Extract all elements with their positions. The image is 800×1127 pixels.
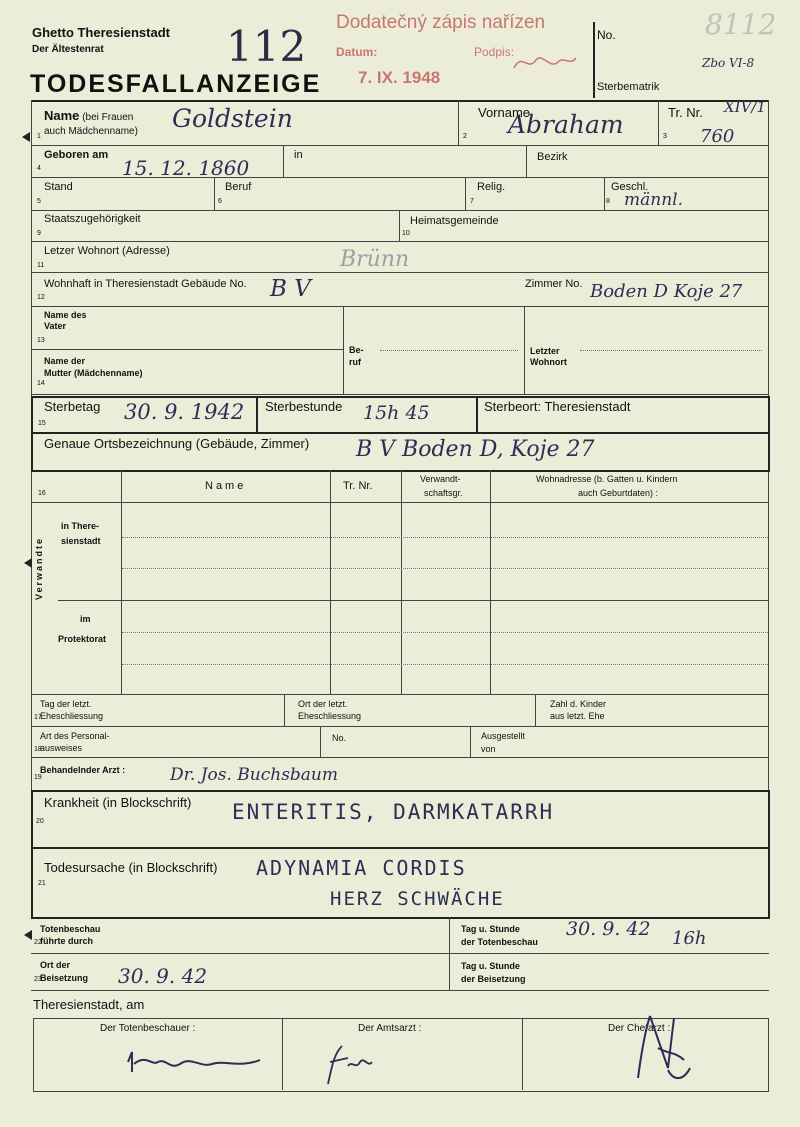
signature-chefarzt — [628, 1008, 698, 1088]
ehe-ort-label: Ort der letzt. — [298, 699, 348, 709]
field-number: 4 — [37, 165, 41, 172]
field-number: 5 — [37, 198, 41, 205]
tag-beis-label-2: der Beisetzung — [461, 974, 526, 984]
row-line — [31, 349, 344, 350]
divider — [214, 177, 215, 210]
arzt-value: Dr. Jos. Buchsbaum — [170, 765, 338, 785]
divider — [399, 210, 400, 241]
divider — [658, 100, 659, 145]
ausg-label-2: von — [481, 744, 496, 754]
dotted-line — [380, 350, 518, 351]
field-number: 23 — [34, 976, 42, 983]
geschl-label: Geschl. — [611, 181, 649, 193]
row-line — [31, 272, 769, 273]
geboren-value: 15. 12. 1860 — [122, 156, 250, 180]
wohnort-label: Letzer Wohnort (Adresse) — [44, 245, 170, 257]
row-line — [58, 600, 768, 601]
ursache-label: Todesursache (in Blockschrift) — [44, 860, 218, 875]
totenbeschau-label: Totenbeschau — [40, 924, 101, 934]
vater-label: Name des — [44, 310, 87, 320]
beruf-label: Beruf — [225, 181, 252, 193]
field-number: 20 — [36, 818, 44, 825]
relig-label: Relig. — [477, 181, 506, 193]
no-label: No. — [597, 28, 616, 42]
sterbestunde-value: 15h 45 — [363, 402, 430, 424]
pers-no-label: No. — [332, 733, 347, 743]
field-number: 18 — [34, 746, 42, 753]
org-line1: Ghetto Theresienstadt — [32, 25, 170, 40]
ehe-tag-label-2: Eheschliessung — [40, 711, 104, 721]
zimmer-value: Boden D Koje 27 — [590, 281, 743, 302]
heimat-label: Heimatsgemeinde — [410, 215, 499, 227]
tag-toten-label: Tag u. Stunde — [461, 924, 520, 934]
divider — [449, 953, 450, 990]
header-divider — [593, 22, 595, 98]
trnr-value-transport: XIV/1 — [724, 98, 767, 116]
sterbematrik-label: Sterbematrik — [597, 81, 660, 93]
ortsbez-value: B V Boden D, Koje 27 — [356, 437, 595, 462]
divider — [449, 917, 450, 953]
totenbeschau-label-2: führte durch — [40, 936, 93, 946]
verw-trnr-header: Tr. Nr. — [343, 480, 373, 492]
sterbetag-label: Sterbetag — [44, 399, 101, 414]
ref-note: Zbo VI-8 — [702, 56, 755, 70]
dotted-line — [122, 632, 768, 633]
kinder-label: Zahl d. Kinder — [550, 699, 607, 709]
divider — [121, 470, 122, 694]
row-line — [31, 306, 769, 307]
field-number: 16 — [38, 490, 46, 497]
field-number: 6 — [218, 198, 222, 205]
row-line — [31, 241, 769, 242]
field-number: 10 — [402, 230, 410, 237]
ortsbez-label: Genaue Ortsbezeichnung (Gebäude, Zimmer) — [44, 436, 310, 451]
ehe-tag-label: Tag der letzt. — [40, 699, 92, 709]
divider — [256, 396, 258, 432]
stamp-date: 7. IX. 1948 — [358, 68, 441, 87]
amtsarzt-label: Der Amtsarzt : — [358, 1023, 422, 1034]
ursache-value-2: HERZ SCHWÄCHE — [330, 888, 505, 910]
divider — [284, 694, 285, 726]
field-number: 19 — [34, 774, 42, 781]
totenbeschauer-label: Der Totenbeschauer : — [100, 1023, 196, 1034]
beruf2-label-2: ruf — [349, 357, 361, 367]
verw-prot-label: im — [80, 614, 91, 624]
name-label: Name (bei Frauen — [44, 108, 134, 123]
stand-label: Stand — [44, 181, 73, 193]
field-number: 2 — [463, 133, 467, 140]
ort-beis-label: Ort der — [40, 960, 71, 970]
tag-toten-value: 30. 9. 42 — [566, 918, 651, 940]
kinder-label-2: aus letzt. Ehe — [550, 711, 605, 721]
zimmer-label: Zimmer No. — [525, 278, 583, 290]
geboren-label: Geboren am — [44, 149, 109, 161]
field-number: 14 — [37, 380, 45, 387]
divider — [604, 177, 605, 210]
punch-mark — [24, 558, 32, 568]
field-number: 12 — [37, 294, 45, 301]
mutter-label-2: Mutter (Mädchenname) — [44, 368, 143, 378]
punch-mark — [22, 132, 30, 142]
verwandte-side-label: Verwandte — [34, 536, 44, 600]
field-number: 8 — [606, 198, 610, 205]
punch-mark — [24, 930, 32, 940]
bezirk-label: Bezirk — [537, 151, 568, 163]
divider — [401, 470, 402, 694]
divider — [526, 145, 527, 177]
org-line2: Der Ältestenrat — [32, 44, 104, 55]
form-title: TODESFALLANZEIGE — [30, 70, 322, 98]
field-number: 15 — [38, 420, 46, 427]
pers-label: Art des Personal- — [40, 731, 110, 741]
wohnhaft-label: Wohnhaft in Theresienstadt Gebäude No. — [44, 278, 247, 290]
divider — [458, 100, 459, 145]
letzter-label: Letzter — [530, 346, 560, 356]
row-line — [31, 847, 768, 849]
krankheit-label: Krankheit (in Blockschrift) — [44, 795, 192, 810]
row-line — [31, 694, 769, 695]
krankheit-value: ENTERITIS, DARMKATARRH — [232, 800, 555, 824]
ort-beis-value: 30. 9. 42 — [118, 964, 208, 988]
divider — [282, 1018, 283, 1090]
row-line — [31, 726, 769, 727]
dotted-line — [122, 568, 768, 569]
row-line — [31, 394, 769, 395]
ehe-ort-label-2: Eheschliessung — [298, 711, 362, 721]
field-number: 1 — [37, 133, 41, 140]
verw-adr-header-2: auch Geburtdaten) : — [578, 488, 659, 498]
wohnhaft-value: B V — [270, 276, 311, 302]
trnr-label: Tr. Nr. — [668, 105, 703, 120]
tag-toten-hour: 16h — [672, 928, 707, 949]
beruf2-label: Be- — [349, 345, 364, 355]
row-line — [31, 432, 768, 434]
trnr-value-number: 760 — [700, 126, 735, 147]
divider — [343, 306, 344, 394]
verw-adr-header: Wohnadresse (b. Gatten u. Kindern — [536, 474, 678, 484]
dotted-line — [580, 350, 762, 351]
pers-label-2: ausweises — [40, 743, 83, 753]
staats-label: Staatszugehörigkeit — [44, 213, 141, 225]
arzt-label: Behandelnder Arzt : — [40, 765, 126, 775]
name-value: Goldstein — [172, 104, 293, 133]
sterbestunde-label: Sterbestunde — [265, 399, 343, 414]
divider — [320, 726, 321, 757]
field-number: 17 — [34, 714, 42, 721]
verw-there-label: in There- — [61, 521, 100, 531]
divider — [535, 694, 536, 726]
divider — [476, 396, 478, 432]
mutter-label: Name der — [44, 356, 86, 366]
field-number: 11 — [37, 262, 45, 269]
vorname-value: Abraham — [508, 110, 624, 139]
geschl-value: männl. — [624, 190, 683, 210]
field-number: 3 — [663, 133, 667, 140]
divider — [524, 306, 525, 394]
verw-there-label-2: sienstadt — [61, 536, 101, 546]
vater-label-2: Vater — [44, 321, 67, 331]
sterbetag-value: 30. 9. 1942 — [124, 400, 245, 424]
divider — [490, 470, 491, 694]
divider — [330, 470, 331, 694]
divider — [522, 1018, 523, 1090]
signature-stamp — [510, 44, 580, 78]
row-line — [31, 990, 769, 991]
field-number: 22 — [34, 939, 42, 946]
chefarzt-label: Der Chefarzt : — [608, 1023, 671, 1034]
sterbeort-label: Sterbeort: Theresienstadt — [484, 399, 631, 414]
stamp-podpis-label: Podpis: — [474, 45, 515, 59]
tag-beis-label: Tag u. Stunde — [461, 961, 520, 971]
row-line — [31, 757, 769, 758]
corner-pencil-number: 8112 — [705, 8, 777, 41]
place-label: Theresienstadt, am — [33, 997, 145, 1012]
stamp-line1: Dodatečný zápis nařízen — [336, 12, 546, 33]
signature-totenbeschauer — [120, 1040, 280, 1080]
in-label: in — [294, 149, 303, 161]
divider — [283, 145, 284, 177]
handwritten-number: 112 — [226, 22, 307, 71]
field-number: 7 — [470, 198, 474, 205]
ausg-label: Ausgestellt — [481, 731, 526, 741]
verw-prot-label-2: Protektorat — [58, 634, 107, 644]
ursache-value-1: ADYNAMIA CORDIS — [256, 856, 467, 880]
dotted-line — [122, 537, 768, 538]
row-line — [31, 177, 769, 178]
wohnort-value: Brünn — [340, 247, 410, 272]
row-line — [31, 953, 769, 954]
ort-beis-label-2: Beisetzung — [40, 973, 89, 983]
verw-grad-header: Verwandt- — [420, 474, 461, 484]
letzter-label-2: Wohnort — [530, 357, 567, 367]
divider — [465, 177, 466, 210]
tag-toten-label-2: der Totenbeschau — [461, 937, 538, 947]
dotted-line — [122, 664, 768, 665]
verw-grad-header-2: schaftsgr. — [424, 488, 463, 498]
verw-name-header: Name — [205, 480, 247, 492]
field-number: 13 — [37, 337, 45, 344]
field-number: 21 — [38, 880, 46, 887]
stamp-datum-label: Datum: — [336, 45, 378, 59]
name-sublabel: auch Mädchenname) — [44, 126, 138, 137]
row-line — [31, 145, 769, 146]
divider — [470, 726, 471, 757]
vorname-label: Vorname — [478, 105, 531, 120]
field-number: 9 — [37, 230, 41, 237]
row-line — [31, 210, 769, 211]
row-line — [31, 502, 769, 503]
signature-amtsarzt — [320, 1036, 390, 1086]
